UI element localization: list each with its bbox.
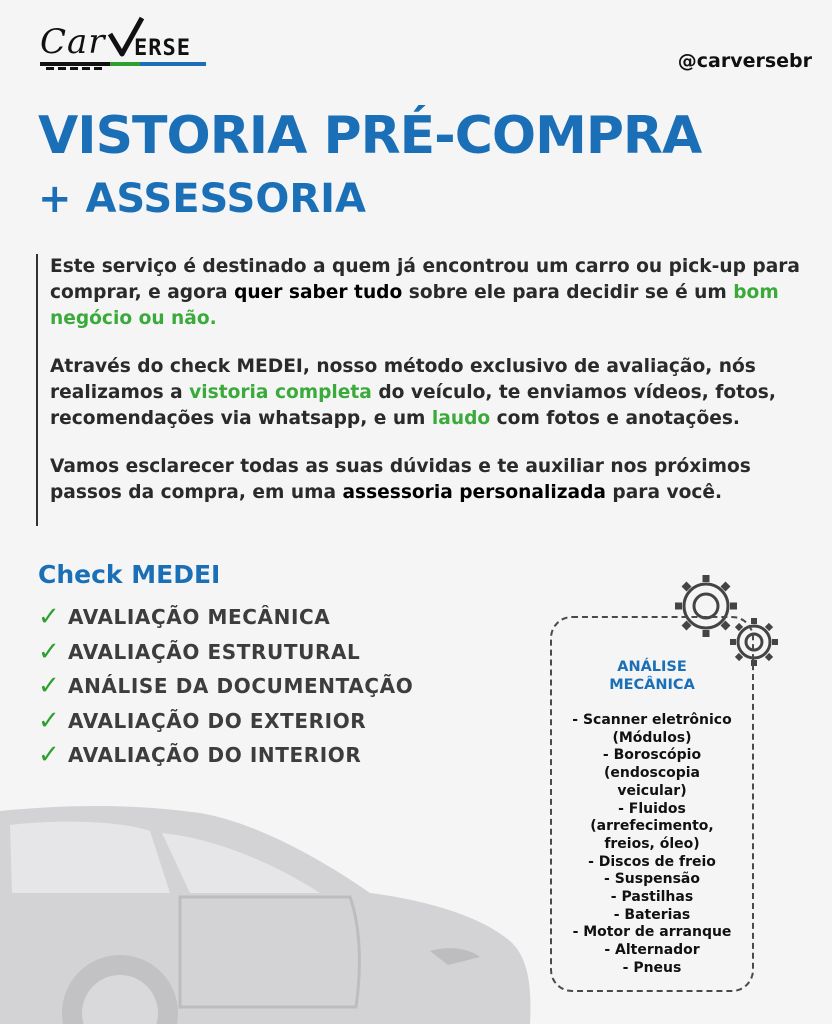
list-item: [38, 669, 413, 704]
list-item: - Pastilhas: [610, 889, 694, 906]
logo-suffix-text: ERSE: [134, 36, 191, 61]
list-item: - Boroscópio: [602, 747, 702, 764]
intro-highlight: vistoria completa: [189, 382, 372, 403]
list-item: [38, 635, 413, 670]
page-title: VISTORIA PRÉ-COMPRA: [38, 106, 702, 166]
list-item: (endoscopia: [603, 765, 701, 782]
intro-text: Este serviço é destinado a quem já encontrou um carro ou pick-up para comprar, e agora: [50, 256, 800, 303]
list-item: - Fluidos: [618, 800, 686, 817]
intro-text: sobre ele para decidir se é um: [402, 282, 734, 303]
logo-underline-stripes: [40, 62, 210, 72]
analysis-card: [550, 616, 754, 992]
intro-text: com fotos e anotações.: [490, 408, 740, 429]
analysis-title: [552, 658, 752, 694]
list-item: veicular): [617, 782, 687, 799]
intro-text: Através do check MEDEI, nosso método exclusivo de avaliação, nós realizamos a: [50, 356, 756, 403]
intro-paragraph-2: [50, 354, 808, 432]
intro-emphasis: assessoria personalizada: [342, 482, 606, 503]
checkmark-icon: ✓: [38, 671, 61, 702]
list-item: - Motor de arranque: [572, 924, 732, 941]
intro-highlight: laudo: [431, 408, 491, 429]
list-item: [38, 600, 413, 635]
intro-block: [36, 254, 808, 526]
list-item: - Baterias: [613, 906, 691, 923]
intro-paragraph-3: [50, 454, 808, 506]
page-subtitle: + ASSESSORIA: [38, 176, 367, 222]
list-item: freios, óleo): [604, 835, 700, 852]
list-item-label: AVALIAÇÃO ESTRUTURAL: [68, 639, 361, 664]
intro-text: Vamos esclarecer todas as suas dúvidas e te auxiliar nos próximos passos da compra, em uma: [50, 456, 751, 503]
check-medei-list: [38, 600, 413, 773]
list-item-label: AVALIAÇÃO MECÂNICA: [68, 605, 331, 630]
list-item: (arrefecimento,: [590, 818, 714, 835]
checkmark-icon: ✓: [38, 602, 61, 633]
analysis-title-line: MECÂNICA: [609, 677, 695, 693]
analysis-title-line: ANÁLISE: [617, 659, 687, 675]
intro-highlight: bom negócio ou não.: [50, 282, 779, 329]
list-item: [38, 704, 413, 739]
checkmark-icon: ✓: [38, 705, 61, 736]
intro-paragraph-1: [50, 254, 808, 332]
car-silhouette-icon: [0, 775, 535, 1024]
intro-text: para você.: [605, 482, 723, 503]
logo-script-text: Car: [40, 22, 106, 62]
list-item: - Alternador: [604, 942, 700, 959]
list-item: - Suspensão: [604, 871, 700, 888]
checkmark-icon: ✓: [38, 740, 61, 771]
check-medei-title: Check MEDEI: [38, 560, 221, 589]
intro-text: do veículo, te enviamos vídeos, fotos, recomendações via whatsapp, e um: [50, 382, 776, 429]
list-item: [38, 738, 413, 773]
social-handle: @carversebr: [677, 50, 812, 72]
checkmark-icon: ✓: [38, 636, 61, 667]
list-item-label: AVALIAÇÃO DO INTERIOR: [68, 743, 362, 768]
list-item-label: ANÁLISE DA DOCUMENTAÇÃO: [68, 674, 414, 699]
list-item-label: AVALIAÇÃO DO EXTERIOR: [68, 708, 367, 733]
intro-emphasis: quer saber tudo: [234, 282, 403, 303]
carverse-logo: [40, 18, 210, 74]
list-item: - Pneus: [622, 959, 682, 976]
analysis-list: [552, 712, 752, 978]
list-item: - Discos de freio: [588, 853, 716, 870]
list-item: (Módulos): [612, 729, 692, 746]
list-item: - Scanner eletrônico: [572, 712, 732, 728]
